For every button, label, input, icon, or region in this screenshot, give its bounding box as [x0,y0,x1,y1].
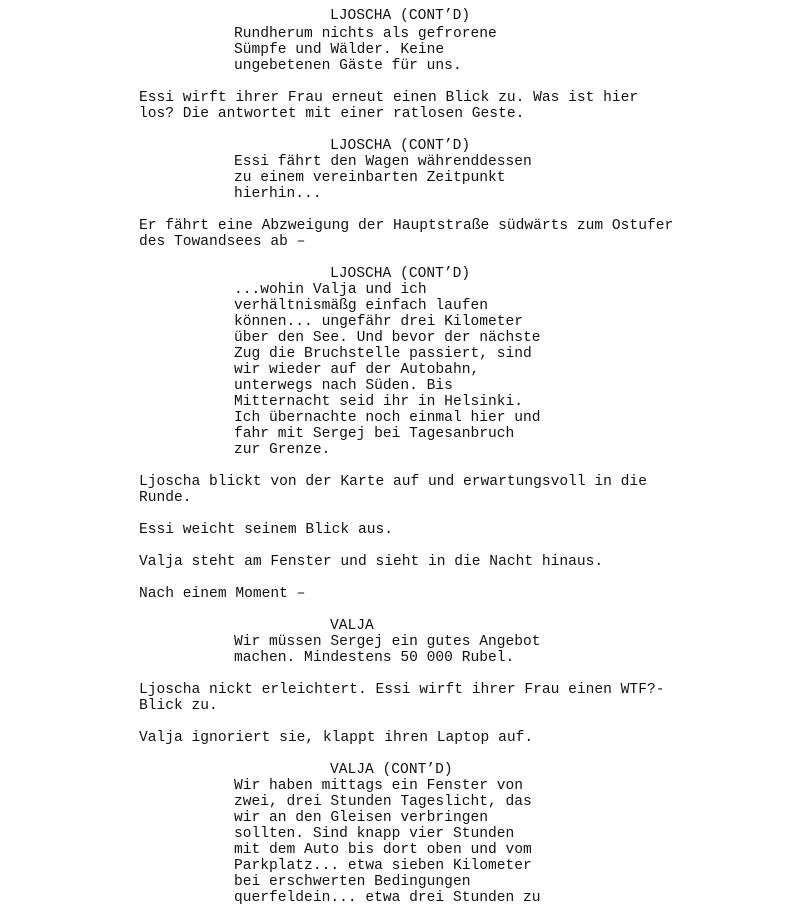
dialogue-line: fahr mit Sergej bei Tagesanbruch [234,426,515,442]
dialogue-line: hierhin... [234,186,322,202]
action-line: Ljoscha nickt erleichtert. Essi wirft ihrer Frau einen WTF?- [139,682,665,698]
dialogue-line: Essi fährt den Wagen währenddessen [234,154,532,170]
dialogue-line: Parkplatz... etwa sieben Kilometer [234,858,532,874]
action-line: Blick zu. [139,698,218,714]
dialogue-line: können... ungefähr drei Kilometer [234,314,524,330]
action-line: Runde. [139,490,192,506]
dialogue-line: ungebetenen Gäste für uns. [234,58,462,74]
dialogue-line: Wir haben mittags ein Fenster von [234,778,524,794]
dialogue-line: machen. Mindestens 50 000 Rubel. [234,650,515,666]
character-cue: LJOSCHA (CONT’D) [330,266,471,282]
action-line: des Towandsees ab – [139,234,306,250]
action-line: Essi wirft ihrer Frau erneut einen Blick zu. Was ist hier [139,90,639,106]
character-cue: VALJA (CONT’D) [330,762,453,778]
dialogue-line: sollten. Sind knapp vier Stunden [234,826,515,842]
character-cue: VALJA [330,618,374,634]
dialogue-line: Wir müssen Sergej ein gutes Angebot [234,634,541,650]
dialogue-line: Mitternacht seid ihr in Helsinki. [234,394,524,410]
character-cue: LJOSCHA (CONT’D) [330,138,471,154]
action-line: Essi weicht seinem Blick aus. [139,522,393,538]
dialogue-line: wir an den Gleisen verbringen [234,810,488,826]
dialogue-line: verhältnismäßg einfach laufen [234,298,488,314]
character-cue: LJOSCHA (CONT’D) [330,8,471,24]
dialogue-line: bei erschwerten Bedingungen [234,874,471,890]
dialogue-line: zur Grenze. [234,442,331,458]
action-line: los? Die antwortet mit einer ratlosen Geste. [139,106,525,122]
action-line: Valja steht am Fenster und sieht in die Nacht hinaus. [139,554,604,570]
dialogue-line: wir wieder auf der Autobahn, [234,362,480,378]
dialogue-line: zu einem vereinbarten Zeitpunkt [234,170,506,186]
action-line: Er fährt eine Abzweigung der Hauptstraße südwärts zum Ostufer [139,218,674,234]
dialogue-line: Rundherum nichts als gefrorene [234,26,497,42]
action-line: Ljoscha blickt von der Karte auf und erwartungsvoll in die [139,474,647,490]
dialogue-line: über den See. Und bevor der nächste [234,330,541,346]
dialogue-line: querfeldein... etwa drei Stunden zu [234,890,541,906]
dialogue-line: Ich übernachte noch einmal hier und [234,410,541,426]
dialogue-line: ...wohin Valja und ich [234,282,427,298]
dialogue-line: zwei, drei Stunden Tageslicht, das [234,794,532,810]
dialogue-line: mit dem Auto bis dort oben und vom [234,842,532,858]
dialogue-line: Zug die Bruchstelle passiert, sind [234,346,532,362]
dialogue-line: Sümpfe und Wälder. Keine [234,42,445,58]
action-line: Nach einem Moment – [139,586,306,602]
action-line: Valja ignoriert sie, klappt ihren Laptop auf. [139,730,534,746]
dialogue-line: unterwegs nach Süden. Bis [234,378,453,394]
